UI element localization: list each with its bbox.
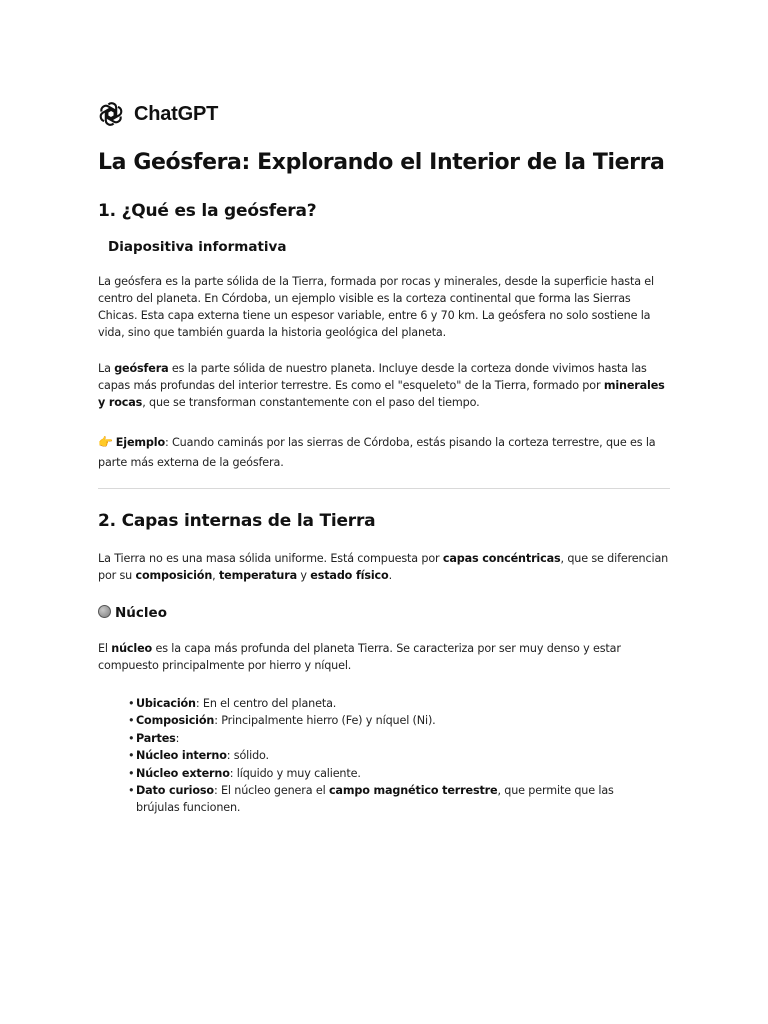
nucleo-bullet-list [128,695,648,817]
nucleo-heading: Núcleo [98,605,167,621]
section-1-subheading: Diapositiva informativa [108,239,287,255]
grey-circle-icon [98,605,111,618]
list-item: • Dato curioso: El núcleo genera el campo magnético terrestre, que permite que las brújulas funcionen. [128,782,648,817]
section-1-heading: 1. ¿Qué es la geósfera? [98,201,317,221]
section-divider [98,488,670,489]
section-2-intro: La Tierra no es una masa sólida uniforme. Está compuesta por capas concéntricas, que se diferencian por su composición, temperatura y estado físico. [98,552,669,582]
openai-logo-icon [98,101,124,127]
page-title: La Geósfera: Explorando el Interior de la Tierra [98,150,665,175]
pointing-hand-icon: 👉 [98,435,113,449]
list-item: • Núcleo externo: líquido y muy caliente. [128,765,648,782]
example-callout: 👉 Ejemplo: Cuando caminás por las sierras de Córdoba, estás pisando la corteza terrestre, que es la parte más externa de la geósfera. [98,435,656,469]
section-2-heading: 2. Capas internas de la Tierra [98,511,376,531]
brand-name: ChatGPT [134,102,219,125]
section-1-paragraph-2: La geósfera es la parte sólida de nuestro planeta. Incluye desde la corteza donde vivimos hasta las capas más profundas del interior terrestre. Es como el "esqueleto" de la Tierra, formado por minerales y rocas, que se transforman constantemente con el paso del tiempo. [98,362,665,409]
section-1-paragraph-1: La geósfera es la parte sólida de la Tierra, formada por rocas y minerales, desde la superficie hasta el centro del planeta. En Córdoba, un ejemplo visible es la corteza continental que forma las Sierras Chicas. Esta capa externa tiene un espesor variable, entre 6 y 70 km. La geósfera no solo sostiene la vida, sino que también guarda la historia geológica del planeta. [98,275,654,339]
list-item: • Ubicación: En el centro del planeta. [128,695,648,712]
list-item: • Partes: [128,730,648,747]
nucleo-description: El núcleo es la capa más profunda del planeta Tierra. Se caracteriza por ser muy denso y estar compuesto principalmente por hierro y níquel. [98,642,621,672]
list-item: • Núcleo interno: sólido. [128,747,648,764]
document-page [98,98,670,815]
list-item: • Composición: Principalmente hierro (Fe) y níquel (Ni). [128,712,648,729]
brand-header [98,98,670,130]
